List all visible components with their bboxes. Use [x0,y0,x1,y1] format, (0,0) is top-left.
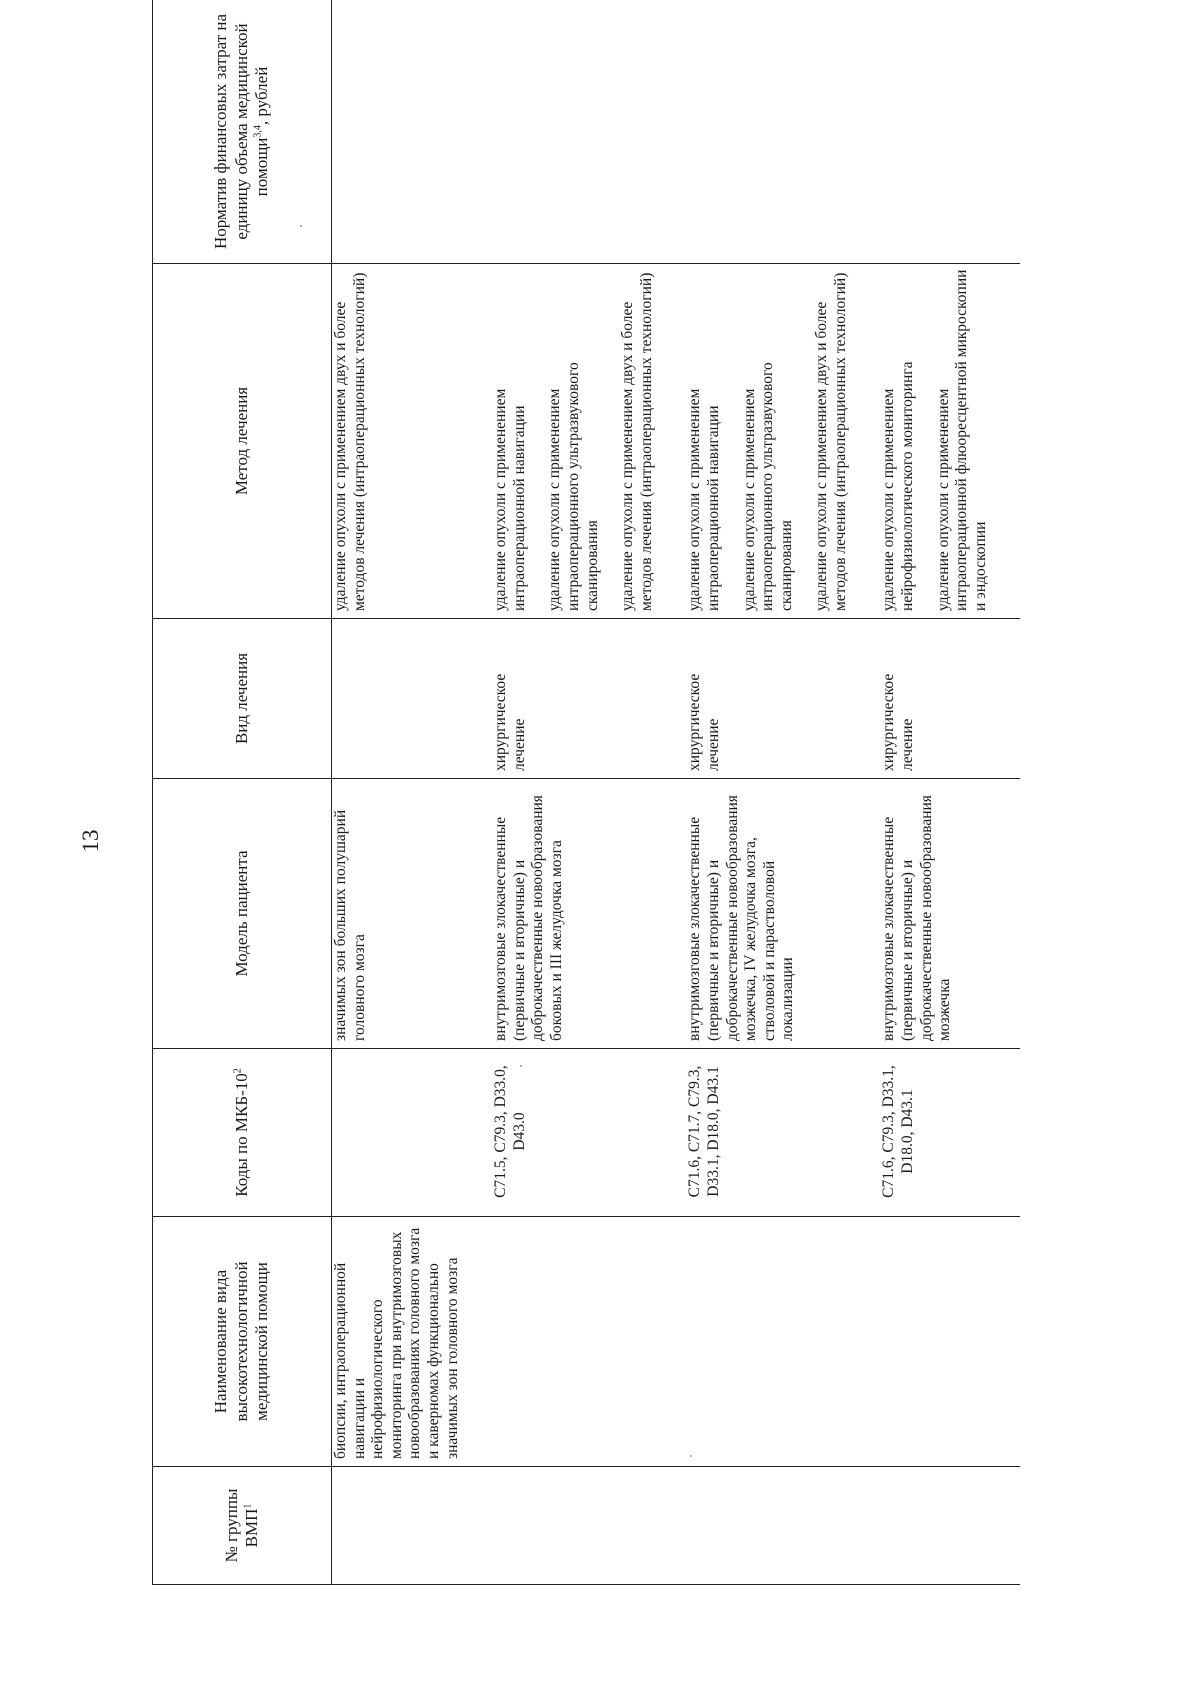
method-item: удаление опухоли с применением двух и более методов лечения (интраоперационных технологий) [332,272,368,611]
method-item: удаление опухоли с применением интраоперационной флюоресцентной микроскопии и эндоскопии [934,269,989,611]
cell-cost [492,0,686,264]
header-treatment-type: Вид лечения [153,619,332,779]
header-icd-codes: Коды по МКБ-$10^2$ [153,1049,332,1217]
cell-vmp-name [492,1217,686,1467]
table-row [492,0,686,1585]
cell-vmp-name [686,1217,880,1467]
cell-treatment-type: хирургическое лечение [880,619,1020,779]
cell-group-no [332,1467,493,1585]
method-item: удаление опухоли с применением интраоперационной навигации [686,388,722,611]
cell-treatment-type: хирургическое лечение [492,619,686,779]
cell-cost [686,0,880,264]
header-group-no: № группы ВМП$^1$ [153,1467,332,1585]
scan-speck [520,1065,522,1067]
header-patient-model: Модель пациента [153,779,332,1049]
cell-group-no [686,1467,880,1585]
cell-treatment-method [332,264,493,619]
cell-treatment-type: хирургическое лечение [686,619,880,779]
cell-treatment-method [492,264,686,619]
table-row [880,0,1020,1585]
cell-patient-model: внутримозговые злокачественные (первичные и вторичные) и доброкачественные новообразования боковых и III желудочка мозга [492,779,686,1049]
method-item: удаление опухоли с применением нейрофизиологического мониторинга [880,361,917,611]
scan-speck [690,1455,692,1457]
cell-patient-model: внутримозговые злокачественные (первичные и вторичные) и доброкачественные новообразования мозжечка, IV желудочка мозга, стволовой и парастволовой локализации [686,779,880,1049]
cell-patient-model: значимых зон больших полушарий головного мозга [332,779,493,1049]
table-row [332,0,493,1585]
cell-icd-codes: C71.6, C71.7, C79.3, D33.1, D18.0, D43.1 [686,1049,880,1217]
cell-group-no [492,1467,686,1585]
method-item: удаление опухоли с применением интраоперационного ультразвукового сканирования [546,362,601,611]
method-item: удаление опухоли с применением интраоперационного ультразвукового сканирования [740,362,795,611]
cell-cost [332,0,493,264]
page-number: 13 [78,829,103,853]
cell-group-no [880,1467,1020,1585]
cell-icd-codes: C71.5, C79.3, D33.0, D43.0 [492,1049,686,1217]
cell-vmp-name [880,1217,1020,1467]
header-treatment-method: Метод лечения [153,264,332,619]
cell-icd-codes [332,1049,493,1217]
cell-treatment-method [880,264,1020,619]
table-header-row [153,0,332,1585]
table-row [686,0,880,1585]
vmp-table [152,0,1020,1585]
cell-cost [880,0,1020,264]
cell-patient-model: внутримозговые злокачественные (первичные и вторичные) и доброкачественные новообразования мозжечка [880,779,1020,1049]
header-vmp-name: Наименование вида высокотехнологичной медицинской помощи [153,1217,332,1467]
cell-treatment-method [686,264,880,619]
method-item: удаление опухоли с применением двух и более методов лечения (интраоперационных технологий) [813,272,849,611]
cell-treatment-type [332,619,493,779]
method-item: удаление опухоли с применением интраоперационной навигации [492,388,528,611]
method-item: удаление опухоли с применением двух и более методов лечения (интраоперационных технологий) [619,272,655,611]
scan-speck [300,225,302,227]
cell-icd-codes: C71.6, C79.3, D33.1, D18.0, D43.1 [880,1049,1020,1217]
header-cost-norm: Норматив финансовых затрат на единицу объема медицинской помощи$^{3,4}$, рублей [153,0,332,264]
cell-vmp-name: биопсии, интраоперационной навигации и нейрофизиологического мониторинга при внутримозговых новообразованиях головного мозга и каверномах функционально значимых зон головного мозга [332,1217,493,1467]
